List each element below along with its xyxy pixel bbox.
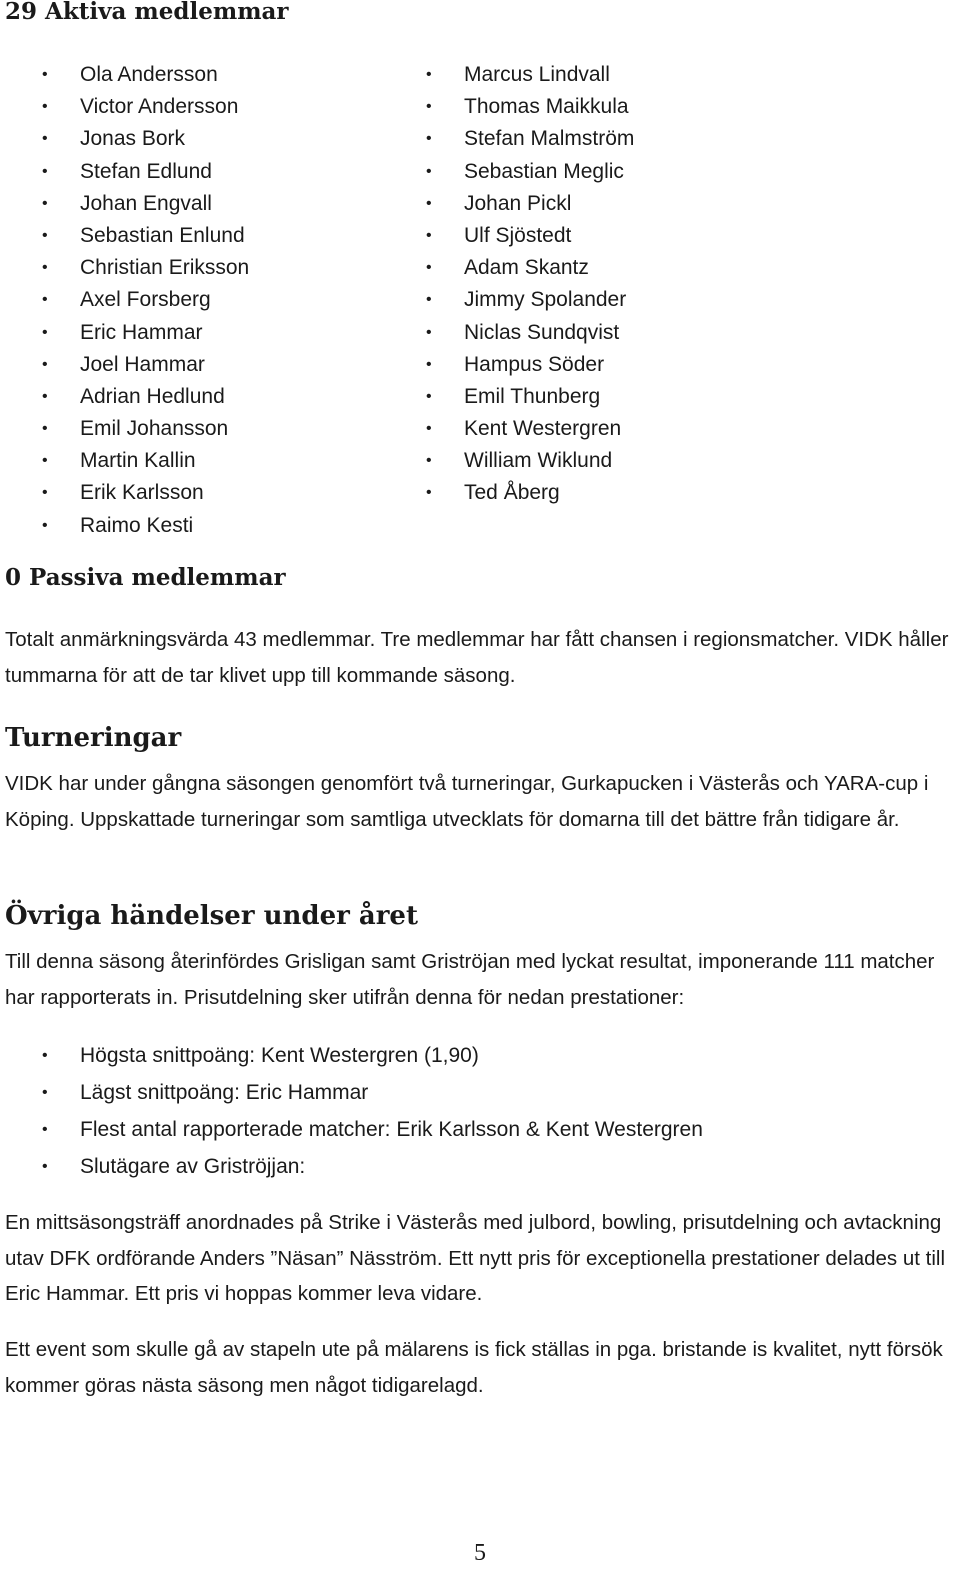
list-item — [426, 59, 634, 91]
list-item-label: Raimo Kesti — [80, 513, 194, 537]
list-item — [42, 381, 249, 413]
list-item — [426, 220, 634, 252]
list-item — [42, 220, 249, 252]
bullet-icon: • — [426, 291, 432, 309]
active-members-left-column — [42, 59, 250, 542]
bullet-icon: • — [42, 226, 48, 244]
list-item — [426, 252, 634, 284]
bullet-icon: • — [42, 259, 48, 277]
list-item — [42, 156, 249, 188]
list-item — [42, 1148, 703, 1185]
bullet-icon: • — [426, 226, 432, 244]
list-item-label: Adrian Hedlund — [80, 384, 225, 408]
list-item-label: William Wiklund — [464, 449, 613, 473]
midseason-party-paragraph: En mittsäsongsträff anordnades på Strike i Västerås med julbord, bowling, prisutdelning och avtackning utav DFK ordförande Anders ”Näsan” Näsström. Ett nytt pris för exceptionella prestationer delades ut till Eric Hammar. Ett pris vi hoppas kommer leva vidare. — [5, 1211, 946, 1305]
list-item — [42, 349, 249, 381]
list-item-label: Högsta snittpoäng: Kent Westergren (1,90) — [80, 1044, 479, 1067]
list-item — [42, 123, 249, 155]
list-item-label: Ola Andersson — [80, 63, 218, 86]
bullet-icon: • — [426, 259, 432, 277]
members-summary-paragraph: Totalt anmärkningsvärda 43 medlemmar. Tre medlemmar har fått chansen i regionsmatcher. VIDK håller tummarna för att de tar klivet upp till kommande säsong. — [5, 628, 949, 687]
list-item — [426, 317, 634, 349]
list-item-label: Ted Åberg — [464, 481, 560, 505]
list-item — [42, 317, 249, 349]
list-item-label: Slutägare av Griströjjan: — [80, 1155, 306, 1178]
list-item — [426, 91, 634, 123]
list-item-label: Kent Westergren — [464, 417, 622, 441]
list-item — [42, 91, 249, 123]
list-item-label: Stefan Edlund — [80, 159, 212, 183]
list-item — [42, 188, 249, 220]
passive-members-heading: 0 Passiva medlemmar — [5, 564, 286, 591]
list-item — [426, 156, 634, 188]
bullet-icon: • — [426, 194, 432, 212]
list-item-label: Erik Karlsson — [80, 481, 204, 505]
bullet-icon: • — [426, 66, 432, 83]
list-item-label: Jonas Bork — [80, 127, 186, 151]
list-item-label: Thomas Maikkula — [464, 95, 629, 119]
bullet-icon: • — [426, 130, 432, 148]
other-events-intro-paragraph: Till denna säsong återinfördes Grisligan samt Griströjan med lyckat resultat, imponerande 111 matcher har rapporterats in. Prisutdelning sker utifrån denna för nedan prestationer: — [5, 950, 935, 1009]
tournaments-heading: Turneringar — [5, 723, 182, 753]
list-item — [42, 1037, 703, 1074]
list-item-label: Lägst snittpoäng: Eric Hammar — [80, 1081, 369, 1104]
list-item — [42, 284, 249, 316]
bullet-icon: • — [42, 516, 48, 534]
page-number: 5 — [474, 1540, 486, 1566]
list-item-label: Flest antal rapporterade matcher: Erik Karlsson & Kent Westergren — [80, 1118, 703, 1141]
bullet-icon: • — [42, 162, 48, 180]
bullet-icon: • — [42, 130, 48, 148]
list-item — [42, 477, 249, 509]
list-item-label: Victor Andersson — [80, 95, 239, 119]
list-item — [42, 510, 249, 542]
list-item-label: Axel Forsberg — [80, 288, 211, 312]
list-item — [426, 445, 634, 477]
list-item-label: Emil Johansson — [80, 417, 229, 441]
bullet-icon: • — [42, 452, 48, 470]
bullet-icon: • — [42, 420, 48, 438]
list-item — [42, 445, 249, 477]
ice-event-paragraph: Ett event som skulle gå av stapeln ute på mälarens is fick ställas in pga. bristande is kvalitet, nytt försök kommer göras nästa säsong men något tidigarelagd. — [5, 1338, 943, 1397]
list-item — [426, 188, 634, 220]
list-item-label: Niclas Sundqvist — [464, 320, 620, 344]
list-item-label: Johan Pickl — [464, 191, 572, 215]
list-item — [42, 413, 249, 445]
list-item-label: Eric Hammar — [80, 320, 203, 344]
list-item-label: Joel Hammar — [80, 352, 205, 376]
bullet-icon: • — [426, 323, 432, 341]
bullet-icon: • — [42, 98, 48, 116]
list-item-label: Hampus Söder — [464, 352, 605, 376]
bullet-icon: • — [42, 323, 48, 341]
list-item — [426, 123, 635, 155]
bullet-icon: • — [42, 387, 48, 405]
bullet-icon: • — [426, 420, 432, 438]
bullet-icon: • — [42, 1047, 48, 1064]
active-members-right-column — [426, 59, 635, 510]
list-item-label: Martin Kallin — [80, 449, 196, 473]
list-item — [426, 349, 634, 381]
list-item — [42, 1111, 703, 1148]
list-item-label: Emil Thunberg — [464, 384, 601, 408]
bullet-icon: • — [426, 98, 432, 116]
bullet-icon: • — [426, 484, 432, 502]
list-item — [426, 477, 634, 509]
active-members-heading: 29 Aktiva medlemmar — [5, 0, 289, 25]
list-item-label: Johan Engvall — [80, 191, 212, 215]
list-item-label: Jimmy Spolander — [464, 288, 627, 312]
bullet-icon: • — [42, 1158, 48, 1175]
list-item — [426, 381, 634, 413]
list-item-label: Ulf Sjöstedt — [464, 223, 572, 247]
bullet-icon: • — [42, 1084, 48, 1101]
bullet-icon: • — [42, 1121, 48, 1138]
awards-list — [42, 1037, 703, 1185]
list-item-label: Adam Skantz — [464, 256, 589, 280]
bullet-icon: • — [42, 291, 48, 309]
bullet-icon: • — [426, 162, 432, 180]
list-item — [426, 284, 634, 316]
list-item — [426, 413, 634, 445]
list-item — [42, 1074, 703, 1111]
list-item-label: Marcus Lindvall — [464, 63, 610, 86]
bullet-icon: • — [42, 194, 48, 212]
bullet-icon: • — [426, 355, 432, 373]
bullet-icon: • — [42, 355, 48, 373]
bullet-icon: • — [426, 387, 432, 405]
bullet-icon: • — [426, 452, 432, 470]
tournaments-paragraph: VIDK har under gångna säsongen genomfört två turneringar, Gurkapucken i Västerås och YARA-cup i Köping. Uppskattade turneringar som samtliga utvecklats för domarna till det bättre från tidigare år. — [5, 772, 929, 831]
list-item — [42, 59, 249, 91]
list-item-label: Sebastian Meglic — [464, 159, 624, 183]
list-item-label: Stefan Malmström — [464, 127, 635, 151]
other-events-heading: Övriga händelser under året — [5, 901, 418, 931]
list-item-label: Sebastian Enlund — [80, 223, 245, 247]
list-item — [42, 252, 250, 284]
bullet-icon: • — [42, 484, 48, 502]
list-item-label: Christian Eriksson — [80, 256, 250, 280]
bullet-icon: • — [42, 66, 48, 83]
